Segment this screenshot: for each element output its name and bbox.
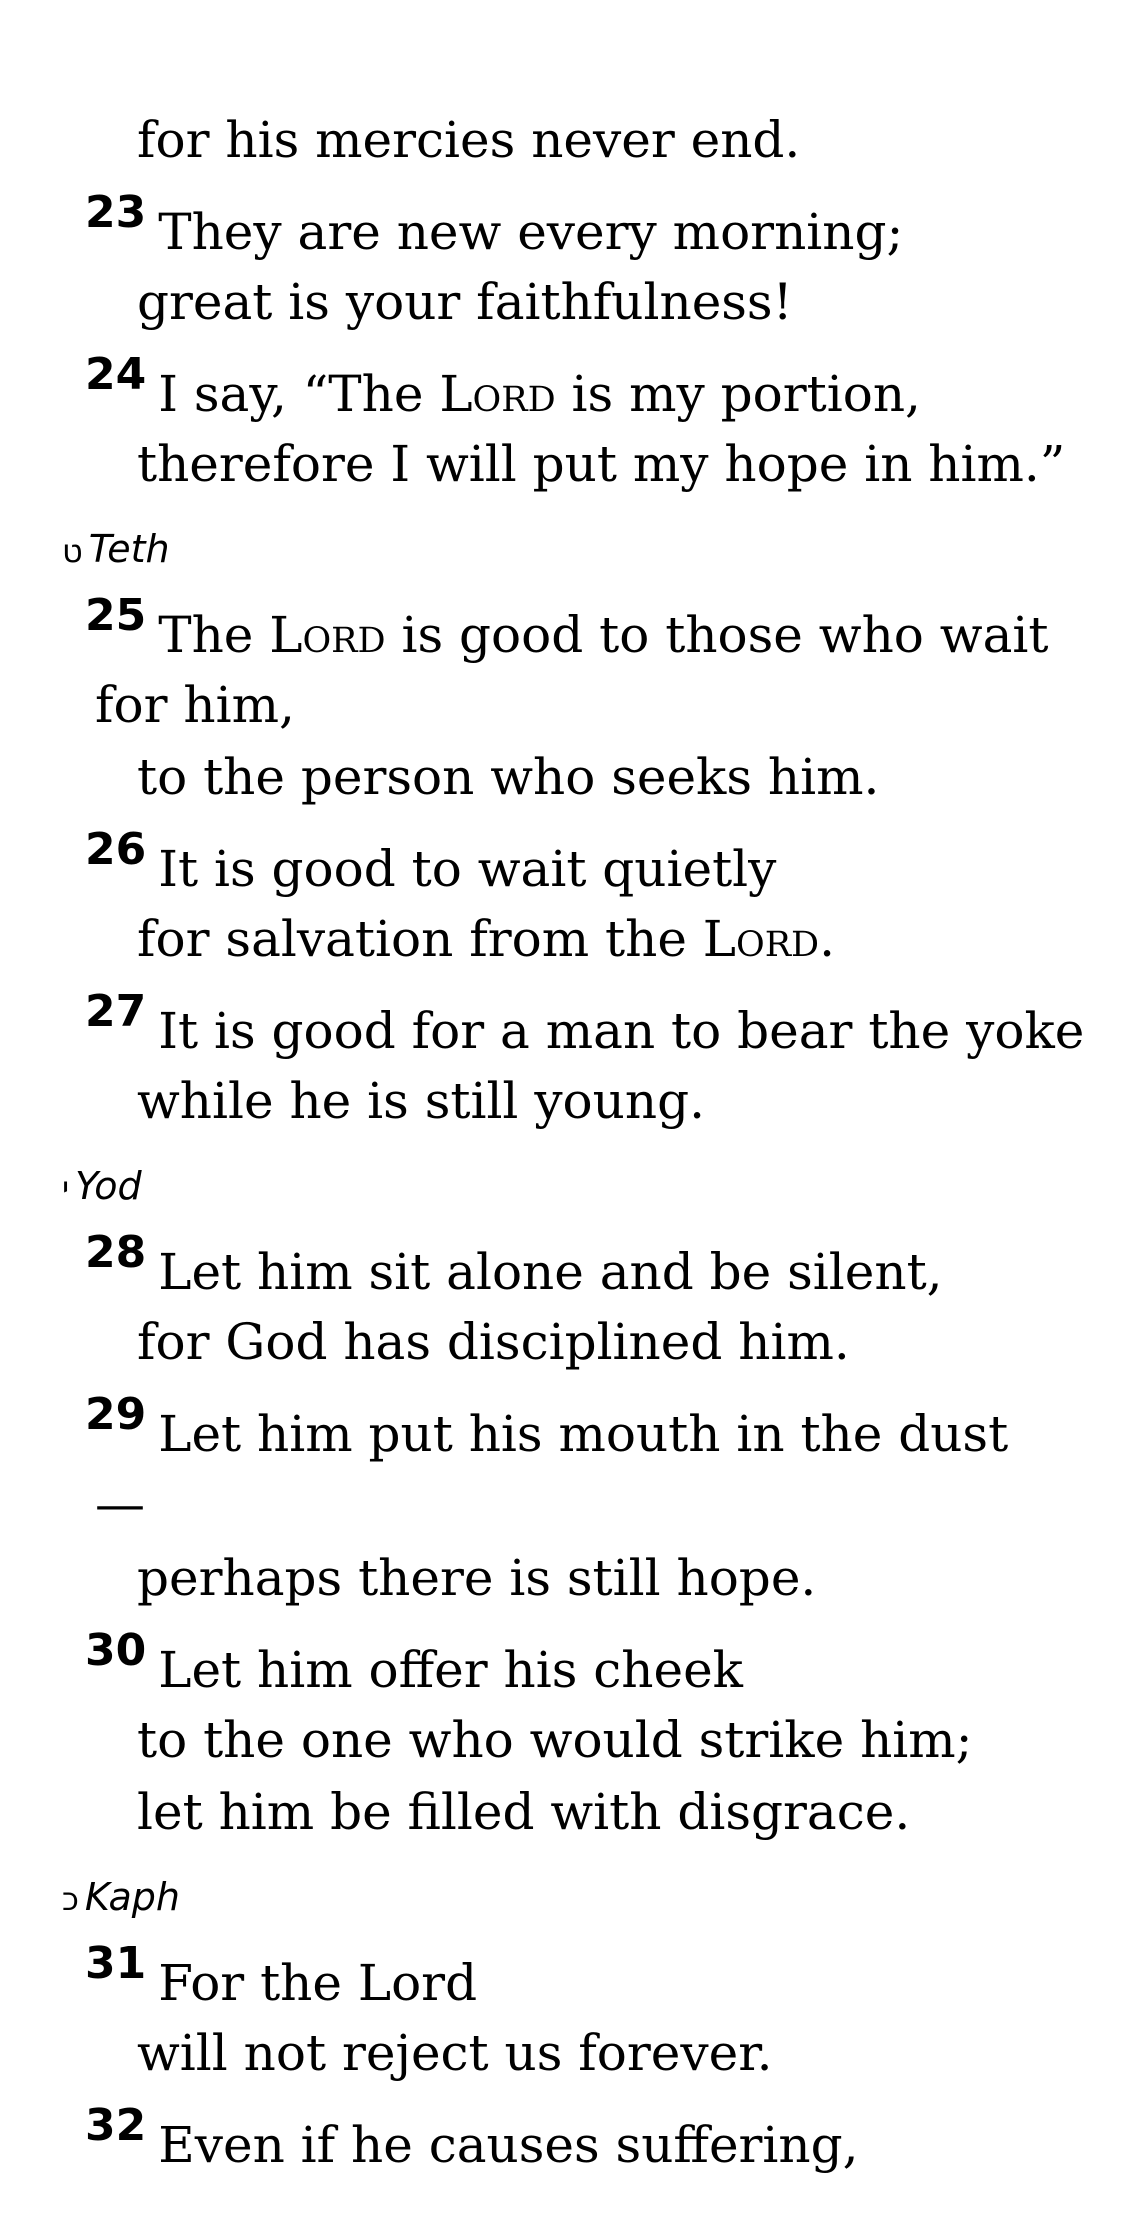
verse-29-wrap: — bbox=[95, 1475, 145, 1533]
verse-31-line-2: will not reject us forever. bbox=[137, 2024, 773, 2082]
verse-29-line-2: perhaps there is still hope. bbox=[137, 1549, 817, 1607]
verse-27-line-2: while he is still young. bbox=[137, 1072, 705, 1130]
hebrew-letter-yod: י bbox=[62, 1169, 70, 1207]
lord-small-caps: Lord bbox=[439, 365, 556, 423]
verse-number: 30 bbox=[85, 1625, 147, 1676]
verse-32 bbox=[85, 2100, 859, 2178]
verse-30-line-2: to the one who would strike him; bbox=[137, 1711, 973, 1769]
verse-28 bbox=[85, 1227, 943, 1305]
verse-number: 29 bbox=[85, 1389, 147, 1440]
heading-label: Kaph bbox=[84, 1875, 180, 1919]
section-heading-teth bbox=[62, 526, 170, 574]
hebrew-letter-teth: ט bbox=[62, 532, 83, 570]
lord-small-caps: Lord bbox=[702, 910, 820, 968]
verse-27 bbox=[85, 986, 1085, 1064]
verse-26-line-2: for salvation from the Lord. bbox=[137, 910, 836, 968]
verse-text: For the Lord bbox=[158, 1954, 478, 2012]
verse-number: 26 bbox=[85, 824, 147, 875]
verse-22-line-2: for his mercies never end. bbox=[137, 111, 801, 169]
verse-28-line-2: for God has disciplined him. bbox=[137, 1313, 850, 1371]
heading-label: Teth bbox=[88, 527, 170, 571]
verse-text: Let him sit alone and be silent, bbox=[158, 1243, 943, 1301]
verse-26 bbox=[85, 824, 777, 902]
lord-small-caps: Lord bbox=[269, 606, 386, 664]
verse-number: 25 bbox=[85, 590, 147, 641]
hebrew-letter-kaph: כ bbox=[62, 1880, 79, 1918]
verse-30 bbox=[85, 1625, 743, 1703]
verse-number: 28 bbox=[85, 1227, 147, 1278]
verse-25 bbox=[85, 590, 1049, 668]
verse-text: It is good for a man to bear the yoke bbox=[158, 1002, 1085, 1060]
verse-text: They are new every morning; bbox=[158, 203, 904, 261]
section-heading-kaph bbox=[62, 1874, 180, 1922]
heading-label: Yod bbox=[75, 1164, 142, 1208]
verse-23 bbox=[85, 187, 904, 265]
verse-24-line-2: therefore I will put my hope in him.” bbox=[137, 435, 1066, 493]
verse-number: 27 bbox=[85, 986, 147, 1037]
verse-text: Let him offer his cheek bbox=[158, 1641, 743, 1699]
verse-number: 23 bbox=[85, 187, 147, 238]
verse-text: The Lord is good to those who wait bbox=[158, 606, 1049, 664]
verse-text: Even if he causes suffering, bbox=[158, 2116, 859, 2174]
verse-number: 31 bbox=[85, 1938, 147, 1989]
verse-text: It is good to wait quietly bbox=[158, 840, 777, 898]
verse-text: Let him put his mouth in the dust bbox=[158, 1405, 1009, 1463]
verse-25-wrap: for him, bbox=[95, 676, 295, 734]
verse-24 bbox=[85, 349, 921, 427]
verse-number: 24 bbox=[85, 349, 147, 400]
verse-number: 32 bbox=[85, 2100, 147, 2151]
section-heading-yod bbox=[62, 1163, 142, 1211]
verse-23-line-2: great is your faithfulness! bbox=[137, 273, 793, 331]
verse-25-line-2: to the person who seeks him. bbox=[137, 748, 880, 806]
verse-30-line-3: let him be filled with disgrace. bbox=[137, 1783, 911, 1841]
verse-text: I say, “The Lord is my portion, bbox=[158, 365, 921, 423]
verse-31 bbox=[85, 1938, 478, 2016]
verse-29 bbox=[85, 1389, 1009, 1467]
